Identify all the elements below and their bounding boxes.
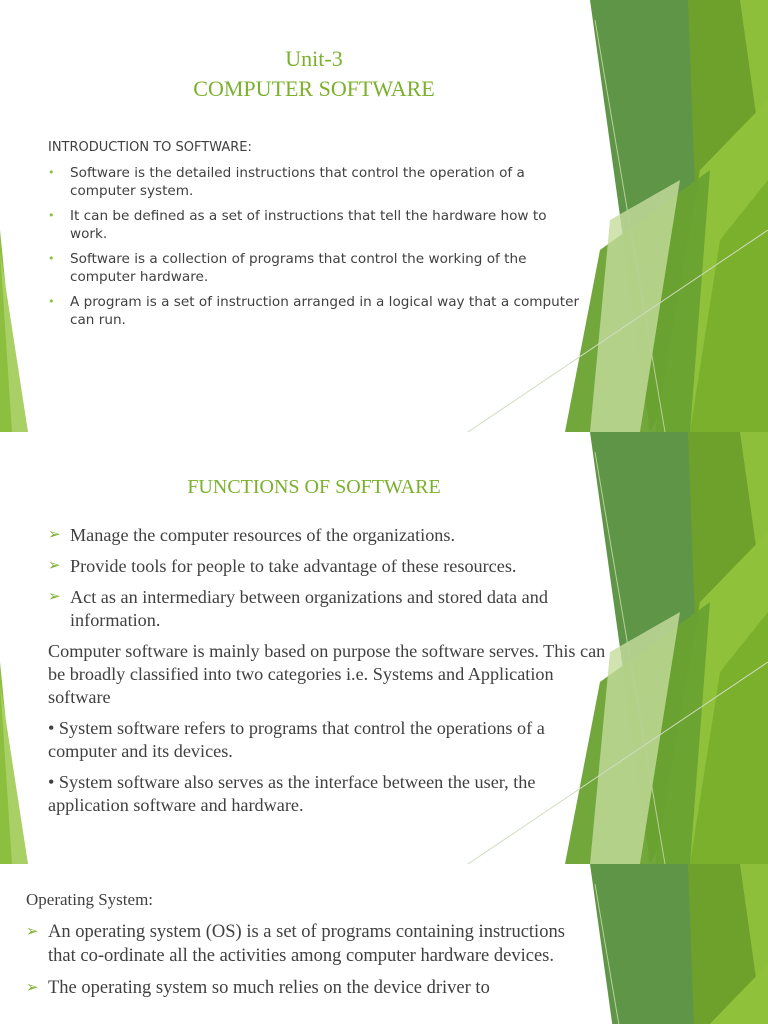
bullet-icon: • [48,209,55,222]
list-item [48,293,588,329]
arrow-bullet-icon: ➢ [48,589,61,605]
list-item-text: Software is the detailed instructions that control the operation of a computer system. [70,165,525,199]
list-item [48,250,588,286]
slide-body [48,524,613,825]
paragraph: • System software also serves as the interface between the user, the application software and hardware. [48,772,536,815]
list-item-text: The operating system so much relies on the device driver to [48,978,490,998]
slide-3 [0,864,768,1024]
arrow-bullet-icon: ➢ [26,924,39,940]
list-item-text: A program is a set of instruction arranged in a logical way that a computer can run. [70,294,580,328]
list-item-text: It can be defined as a set of instructions that tell the hardware how to work. [70,208,547,242]
slide-title: FUNCTIONS OF SOFTWARE [187,476,441,498]
list-item [48,207,588,243]
slide-body [26,888,586,1008]
section-heading: Operating System: [26,890,154,909]
section-heading: INTRODUCTION TO SOFTWARE: [48,140,252,155]
list-item [48,586,613,632]
list-item-text: Provide tools for people to take advantage of these resources. [70,556,517,576]
bullet-icon: • [48,252,55,265]
list-item [48,164,588,200]
unit-title: Unit-3 [285,46,343,71]
paragraph: • System software refers to programs that control the operations of a computer and its devices. [48,718,545,761]
bullet-icon: • [48,295,55,308]
bullet-icon: • [48,166,55,179]
list-item [26,976,586,1000]
arrow-bullet-icon: ➢ [48,527,61,543]
bullet-list [48,164,588,336]
list-item [48,524,613,547]
arrow-bullet-icon: ➢ [48,558,61,574]
arrow-bullet-icon: ➢ [26,980,39,996]
list-item-text: Software is a collection of programs that control the working of the computer hardware. [70,251,527,285]
slide-1 [0,0,768,432]
list-item [48,555,613,578]
list-item [26,920,586,968]
slide-title: COMPUTER SOFTWARE [193,76,435,101]
list-item-text: Act as an intermediary between organizations and stored data and information. [70,587,548,630]
list-item-text: Manage the computer resources of the organizations. [70,525,456,545]
paragraph: Computer software is mainly based on purpose the software serves. This can be broadly classified into two categories i.e. Systems and Application software [48,641,606,707]
slide-2 [0,432,768,864]
list-item-text: An operating system (OS) is a set of programs containing instructions that co-ordinate all the activities among computer hardware devices. [48,922,565,966]
